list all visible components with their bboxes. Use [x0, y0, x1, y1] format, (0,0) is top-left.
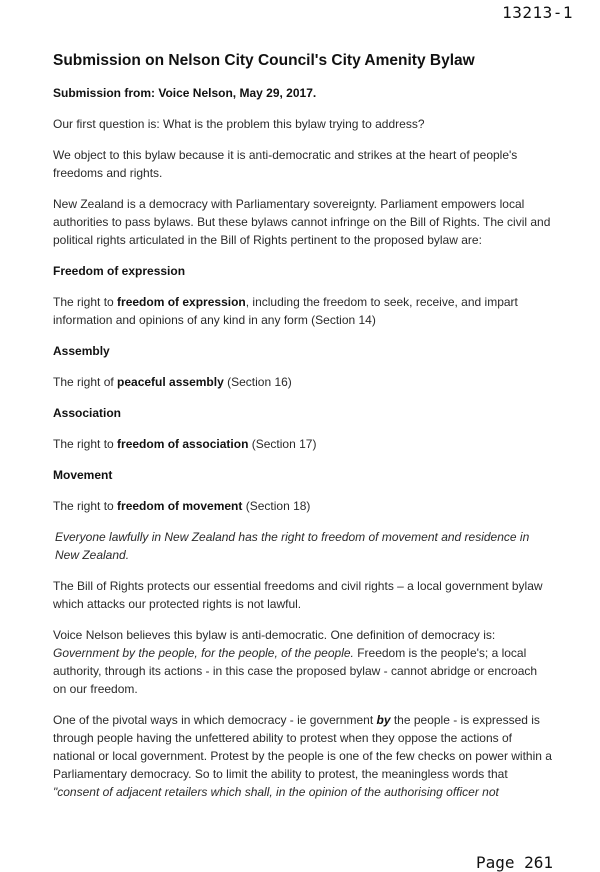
paragraph-anti-democratic: Voice Nelson believes this bylaw is anti-democratic. One definition of democracy is: Government by the people, for the people, of the people. Freedom is the people's; a local authority, through its actions - in this case the proposed bylaw - cannot abridge or encroach on our freedom.	[53, 628, 538, 696]
paragraph-expression: The right to freedom of expression, including the freedom to seek, receive, and impart information and opinions of any kind in any form (Section 14)	[53, 295, 518, 327]
paragraph-movement: The right to freedom of movement (Section 18)	[53, 499, 311, 513]
document-id: 13213-1	[502, 3, 573, 22]
paragraph-association: The right to freedom of association (Section 17)	[53, 437, 317, 451]
page-number: Page 261	[476, 853, 554, 872]
heading-association: Association	[53, 406, 122, 420]
paragraph-democracy: New Zealand is a democracy with Parliamentary sovereignty. Parliament empowers local authorities to pass bylaws. But these bylaws cannot infringe on the Bill of Rights. The civil and political rights articulated in the Bill of Rights pertinent to the proposed bylaw are:	[53, 197, 551, 247]
paragraph-objection: We object to this bylaw because it is anti-democratic and strikes at the heart of people's freedoms and rights.	[53, 148, 518, 180]
document-title: Submission on Nelson City Council's City Amenity Bylaw	[53, 52, 475, 69]
paragraph-protest: One of the pivotal ways in which democracy - ie government by the people - is expressed is through people having the unfettered ability to protest when they oppose the actions of national or local government. Protest by the people is one of the few checks on power within a Parliamentary democracy. So to limit the ability to protest, the meaningless words that "consent of adjacent retailers which shall, in the opinion of the authorising officer not	[53, 713, 552, 799]
heading-assembly: Assembly	[53, 344, 110, 358]
paragraph-bill-of-rights: The Bill of Rights protects our essential freedoms and civil rights – a local government bylaw which attacks our protected rights is not lawful.	[53, 579, 543, 611]
paragraph-first-question: Our first question is: What is the problem this bylaw trying to address?	[53, 117, 425, 131]
submission-from: Submission from: Voice Nelson, May 29, 2017.	[53, 86, 317, 100]
document-body	[53, 52, 553, 814]
heading-freedom-of-expression: Freedom of expression	[53, 264, 186, 278]
quote-movement: Everyone lawfully in New Zealand has the right to freedom of movement and residence in New Zealand.	[55, 530, 530, 562]
paragraph-assembly: The right of peaceful assembly (Section 16)	[53, 375, 292, 389]
heading-movement: Movement	[53, 468, 113, 482]
